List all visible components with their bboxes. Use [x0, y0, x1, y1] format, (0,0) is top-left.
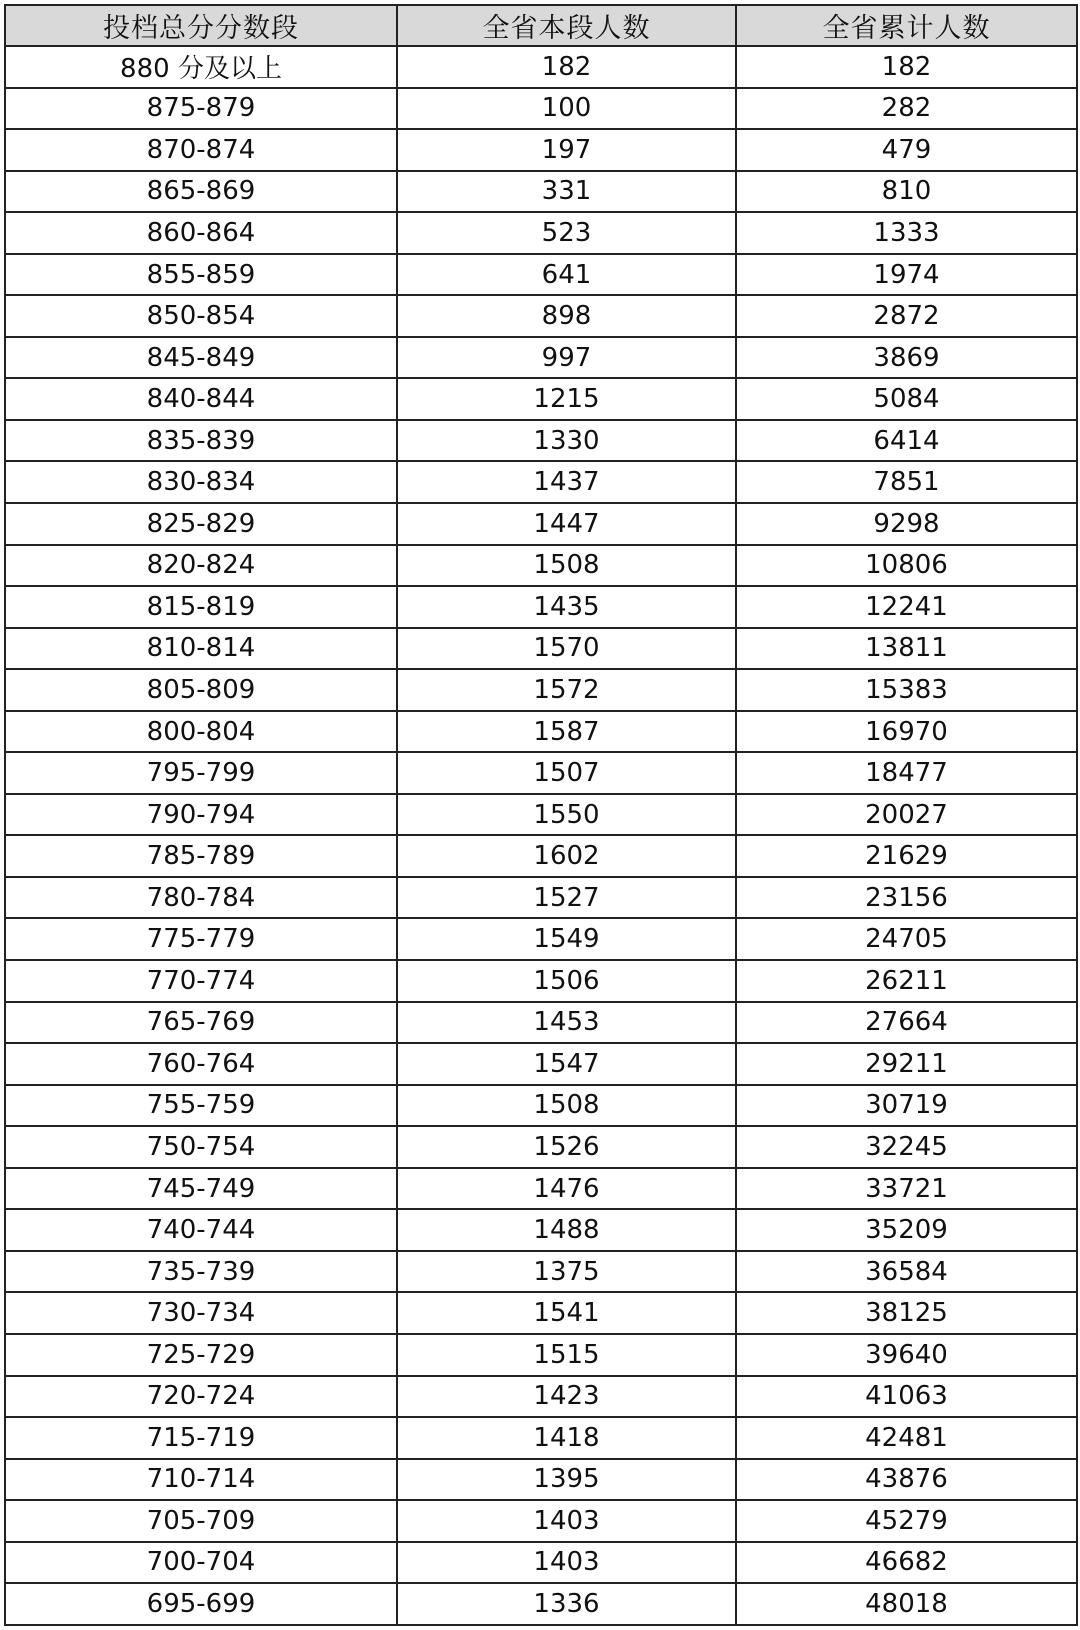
cumulative-count-cell: 21629	[736, 835, 1077, 877]
score-range-cell: 710-714	[5, 1459, 397, 1501]
cumulative-count-cell: 29211	[736, 1043, 1077, 1085]
score-range-cell: 840-844	[5, 378, 397, 420]
score-range-cell: 735-739	[5, 1251, 397, 1293]
segment-count-cell: 1506	[397, 960, 736, 1002]
table-row	[5, 752, 1077, 794]
cumulative-count-cell: 38125	[736, 1292, 1077, 1334]
table-row	[5, 586, 1077, 628]
table-row	[5, 1126, 1077, 1168]
score-range-cell: 825-829	[5, 503, 397, 545]
table-row	[5, 171, 1077, 213]
cumulative-count-cell: 33721	[736, 1168, 1077, 1210]
segment-count-cell: 1547	[397, 1043, 736, 1085]
table-row	[5, 129, 1077, 171]
table-row	[5, 628, 1077, 670]
segment-count-cell: 1453	[397, 1002, 736, 1044]
score-range-cell: 800-804	[5, 711, 397, 753]
cumulative-count-cell: 20027	[736, 794, 1077, 836]
header-cumulative-count: 全省累计人数	[736, 5, 1077, 46]
score-range-cell: 785-789	[5, 835, 397, 877]
score-range-cell: 835-839	[5, 420, 397, 462]
score-range-cell: 795-799	[5, 752, 397, 794]
cumulative-count-cell: 2872	[736, 295, 1077, 337]
cumulative-count-cell: 43876	[736, 1459, 1077, 1501]
segment-count-cell: 997	[397, 337, 736, 379]
score-range-cell: 845-849	[5, 337, 397, 379]
segment-count-cell: 1418	[397, 1417, 736, 1459]
score-range-cell: 715-719	[5, 1417, 397, 1459]
score-range-cell: 810-814	[5, 628, 397, 670]
header-row	[5, 5, 1077, 46]
score-range-cell: 790-794	[5, 794, 397, 836]
segment-count-cell: 1549	[397, 918, 736, 960]
cumulative-count-cell: 182	[736, 46, 1077, 88]
segment-count-cell: 1515	[397, 1334, 736, 1376]
score-range-cell: 725-729	[5, 1334, 397, 1376]
cumulative-count-cell: 282	[736, 88, 1077, 130]
score-range-cell: 870-874	[5, 129, 397, 171]
segment-count-cell: 1570	[397, 628, 736, 670]
table-row	[5, 1500, 1077, 1542]
table-row	[5, 1542, 1077, 1584]
segment-count-cell: 1215	[397, 378, 736, 420]
score-range-cell: 695-699	[5, 1583, 397, 1625]
cumulative-count-cell: 1333	[736, 212, 1077, 254]
segment-count-cell: 1447	[397, 503, 736, 545]
segment-count-cell: 1572	[397, 669, 736, 711]
score-range-cell: 850-854	[5, 295, 397, 337]
table-row	[5, 960, 1077, 1002]
segment-count-cell: 1437	[397, 461, 736, 503]
table-row	[5, 254, 1077, 296]
cumulative-count-cell: 41063	[736, 1376, 1077, 1418]
cumulative-count-cell: 23156	[736, 877, 1077, 919]
segment-count-cell: 1403	[397, 1500, 736, 1542]
table-row	[5, 1209, 1077, 1251]
score-range-cell: 875-879	[5, 88, 397, 130]
cumulative-count-cell: 18477	[736, 752, 1077, 794]
cumulative-count-cell: 35209	[736, 1209, 1077, 1251]
table-row	[5, 461, 1077, 503]
segment-count-cell: 1508	[397, 1085, 736, 1127]
score-range-cell: 740-744	[5, 1209, 397, 1251]
table-row	[5, 46, 1077, 88]
segment-count-cell: 1395	[397, 1459, 736, 1501]
cumulative-count-cell: 7851	[736, 461, 1077, 503]
segment-count-cell: 1602	[397, 835, 736, 877]
score-range-cell: 805-809	[5, 669, 397, 711]
table-row	[5, 545, 1077, 587]
score-range-cell: 700-704	[5, 1542, 397, 1584]
score-range-cell: 880 分及以上	[5, 46, 397, 88]
score-range-cell: 865-869	[5, 171, 397, 213]
table-row	[5, 794, 1077, 836]
header-segment-count: 全省本段人数	[397, 5, 736, 46]
score-range-cell: 720-724	[5, 1376, 397, 1418]
table-header	[5, 5, 1077, 46]
segment-count-cell: 100	[397, 88, 736, 130]
score-range-cell: 775-779	[5, 918, 397, 960]
table-row	[5, 1376, 1077, 1418]
segment-count-cell: 641	[397, 254, 736, 296]
table-row	[5, 212, 1077, 254]
score-range-cell: 760-764	[5, 1043, 397, 1085]
table-row	[5, 1417, 1077, 1459]
table-row	[5, 835, 1077, 877]
table-row	[5, 295, 1077, 337]
cumulative-count-cell: 48018	[736, 1583, 1077, 1625]
segment-count-cell: 1476	[397, 1168, 736, 1210]
segment-count-cell: 1375	[397, 1251, 736, 1293]
cumulative-count-cell: 36584	[736, 1251, 1077, 1293]
table-row	[5, 1583, 1077, 1625]
segment-count-cell: 898	[397, 295, 736, 337]
cumulative-count-cell: 39640	[736, 1334, 1077, 1376]
segment-count-cell: 1550	[397, 794, 736, 836]
cumulative-count-cell: 42481	[736, 1417, 1077, 1459]
table-row	[5, 1251, 1077, 1293]
score-range-cell: 755-759	[5, 1085, 397, 1127]
table-row	[5, 1085, 1077, 1127]
table-body	[5, 46, 1077, 1625]
score-range-cell: 745-749	[5, 1168, 397, 1210]
cumulative-count-cell: 9298	[736, 503, 1077, 545]
cumulative-count-cell: 45279	[736, 1500, 1077, 1542]
cumulative-count-cell: 26211	[736, 960, 1077, 1002]
segment-count-cell: 1526	[397, 1126, 736, 1168]
cumulative-count-cell: 24705	[736, 918, 1077, 960]
score-range-cell: 705-709	[5, 1500, 397, 1542]
table-row	[5, 378, 1077, 420]
segment-count-cell: 1587	[397, 711, 736, 753]
cumulative-count-cell: 3869	[736, 337, 1077, 379]
table-row	[5, 1043, 1077, 1085]
cumulative-count-cell: 6414	[736, 420, 1077, 462]
segment-count-cell: 1403	[397, 1542, 736, 1584]
header-score-range: 投档总分分数段	[5, 5, 397, 46]
cumulative-count-cell: 46682	[736, 1542, 1077, 1584]
score-range-cell: 770-774	[5, 960, 397, 1002]
segment-count-cell: 1435	[397, 586, 736, 628]
segment-count-cell: 197	[397, 129, 736, 171]
table-row	[5, 1334, 1077, 1376]
cumulative-count-cell: 5084	[736, 378, 1077, 420]
cumulative-count-cell: 1974	[736, 254, 1077, 296]
table-row	[5, 1002, 1077, 1044]
segment-count-cell: 1488	[397, 1209, 736, 1251]
score-range-cell: 820-824	[5, 545, 397, 587]
score-distribution-table	[4, 4, 1078, 1626]
table-row	[5, 1459, 1077, 1501]
table-row	[5, 420, 1077, 462]
cumulative-count-cell: 15383	[736, 669, 1077, 711]
segment-count-cell: 1541	[397, 1292, 736, 1334]
table-row	[5, 877, 1077, 919]
table-row	[5, 1292, 1077, 1334]
cumulative-count-cell: 12241	[736, 586, 1077, 628]
cumulative-count-cell: 32245	[736, 1126, 1077, 1168]
segment-count-cell: 1527	[397, 877, 736, 919]
score-range-cell: 830-834	[5, 461, 397, 503]
table-row	[5, 503, 1077, 545]
table-row	[5, 669, 1077, 711]
cumulative-count-cell: 13811	[736, 628, 1077, 670]
table-row	[5, 711, 1077, 753]
table-row	[5, 337, 1077, 379]
table-row	[5, 918, 1077, 960]
segment-count-cell: 1508	[397, 545, 736, 587]
segment-count-cell: 523	[397, 212, 736, 254]
cumulative-count-cell: 30719	[736, 1085, 1077, 1127]
score-range-cell: 765-769	[5, 1002, 397, 1044]
segment-count-cell: 1423	[397, 1376, 736, 1418]
score-range-cell: 780-784	[5, 877, 397, 919]
score-range-cell: 730-734	[5, 1292, 397, 1334]
score-range-cell: 860-864	[5, 212, 397, 254]
score-range-cell: 815-819	[5, 586, 397, 628]
score-range-cell: 750-754	[5, 1126, 397, 1168]
score-range-cell: 855-859	[5, 254, 397, 296]
cumulative-count-cell: 479	[736, 129, 1077, 171]
segment-count-cell: 331	[397, 171, 736, 213]
segment-count-cell: 1507	[397, 752, 736, 794]
segment-count-cell: 1336	[397, 1583, 736, 1625]
cumulative-count-cell: 10806	[736, 545, 1077, 587]
cumulative-count-cell: 810	[736, 171, 1077, 213]
table-row	[5, 1168, 1077, 1210]
segment-count-cell: 1330	[397, 420, 736, 462]
cumulative-count-cell: 27664	[736, 1002, 1077, 1044]
segment-count-cell: 182	[397, 46, 736, 88]
table-row	[5, 88, 1077, 130]
cumulative-count-cell: 16970	[736, 711, 1077, 753]
